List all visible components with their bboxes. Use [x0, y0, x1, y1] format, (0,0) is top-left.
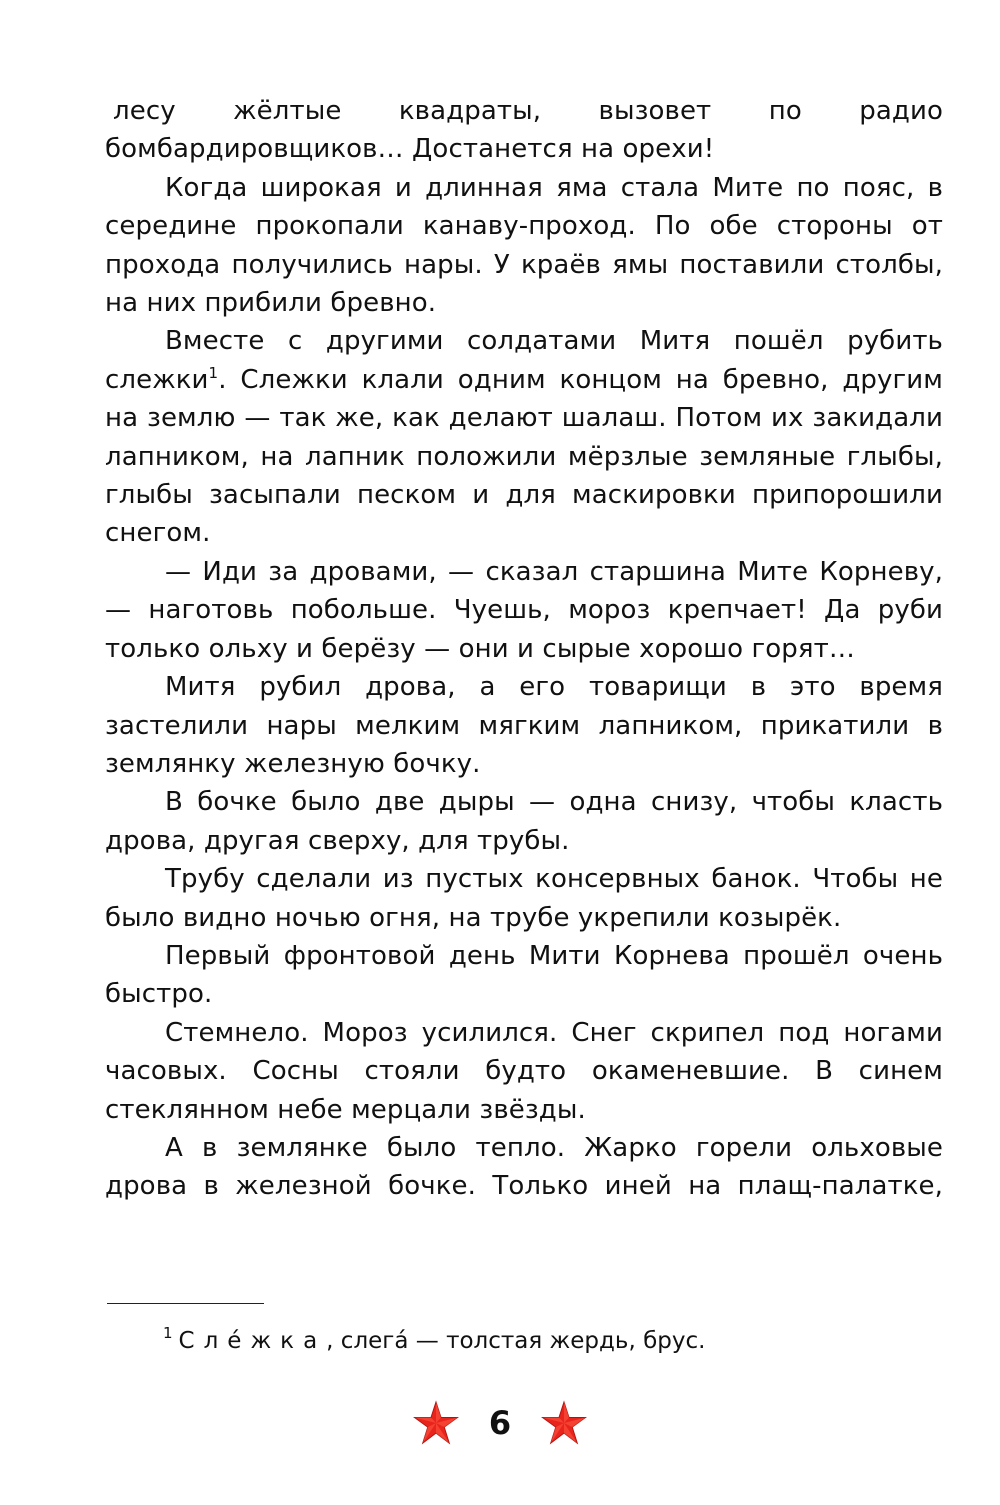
paragraph: Когда широкая и длинная яма стала Мите по пояс, в середине прокопали канаву-проход. По обе стороны от прохода получились нары. У краёв ямы поставили столбы, на них прибили бревно.	[105, 172, 943, 319]
footnote-term: Слéжка	[178, 1328, 327, 1354]
red-star-icon	[413, 1400, 459, 1446]
paragraph: Трубу сделали из пустых консервных банок. Чтобы не было видно ночью огня, на трубе укрепили козырёк.	[105, 864, 943, 933]
body-text	[105, 92, 943, 1206]
paragraph-text: Вместе с другими солдатами Митя пошёл рубить слежки	[105, 326, 943, 395]
paragraph: В бочке было две дыры — одна снизу, чтобы класть дрова, другая сверху, для трубы.	[105, 787, 943, 856]
paragraph: лесу жёлтые квадраты, вызовет по радио бомбардировщиков… Достанется на орехи!	[105, 96, 943, 165]
red-star-icon	[541, 1400, 587, 1446]
footnote-reference[interactable]: 1	[208, 363, 219, 382]
footnote-definition: , слегá — толстая жердь, брус.	[326, 1328, 706, 1354]
paragraph: Митя рубил дрова, а его товарищи в это время застелили нары мелким мягким лапником, прикатили в землянку железную бочку.	[105, 672, 943, 779]
dialog-dash: —	[165, 556, 192, 587]
page-footer	[0, 1398, 1000, 1448]
footnote-marker: 1	[163, 1324, 173, 1342]
dialog-paragraph	[105, 553, 943, 668]
paragraph-text: . Слежки клали одним концом на бревно, другим на землю — так же, как делают шалаш. Потом их закидали лапником, на лапник положили мёрзлые земляные глыбы, глыбы засыпали песком и для маскировки припорошили снегом.	[105, 364, 943, 549]
paragraph: Стемнело. Мороз усилился. Снег скрипел под ногами часовых. Сосны стояли будто окаменевшие. В синем стеклянном небе мерцали звёзды.	[105, 1017, 943, 1125]
paragraph: А в землянке было тепло. Жарко горели ольховые дрова в железной бочке. Только иней на плащ-палатке,	[105, 1132, 943, 1202]
footnote-divider	[107, 1303, 264, 1304]
page-number: 6	[488, 1404, 512, 1442]
footnote	[163, 1324, 943, 1358]
paragraph: Первый фронтовой день Мити Корнева прошёл очень быстро.	[105, 940, 943, 1010]
paragraph-text: Иди за дровами, — сказал старшина Мите Корневу, — наготовь побольше. Чуешь, мороз крепчает! Да руби только ольху и берёзу — они и сырые хорошо горят…	[105, 556, 944, 664]
paragraph	[105, 322, 943, 552]
